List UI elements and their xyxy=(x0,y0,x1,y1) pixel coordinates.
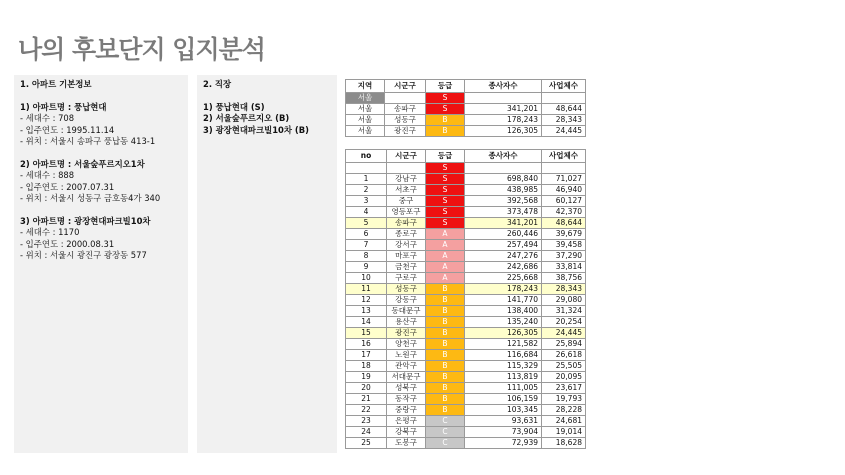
apartment-year: - 입주연도 : 1995.11.14 xyxy=(20,124,115,135)
businesses-cell: 33,814 xyxy=(542,262,586,273)
table-row xyxy=(346,126,586,137)
rank-cell: 21 xyxy=(346,394,387,405)
employees-cell: 138,400 xyxy=(465,306,542,317)
ranking-table xyxy=(345,149,586,449)
businesses-cell: 28,343 xyxy=(542,284,586,295)
employees-cell: 135,240 xyxy=(465,317,542,328)
table-cell xyxy=(385,93,426,104)
businesses-cell: 18,628 xyxy=(542,438,586,449)
rank-cell: 25 xyxy=(346,438,387,449)
district-cell: 송파구 xyxy=(387,218,426,229)
apartment-1 xyxy=(20,102,182,148)
district-cell: 강동구 xyxy=(387,295,426,306)
businesses-cell: 29,080 xyxy=(542,295,586,306)
district-cell: 은평구 xyxy=(387,416,426,427)
rank-cell: 10 xyxy=(346,273,387,284)
table-row xyxy=(346,196,586,207)
businesses-cell: 19,793 xyxy=(542,394,586,405)
grade-cell: B xyxy=(426,317,465,328)
businesses-cell: 20,254 xyxy=(542,317,586,328)
table-cell xyxy=(346,163,387,174)
grade-cell: S xyxy=(426,163,465,174)
employees-cell: 373,478 xyxy=(465,207,542,218)
table-cell xyxy=(465,93,542,104)
employees-cell: 126,305 xyxy=(465,328,542,339)
grade-cell: C xyxy=(426,438,465,449)
district-cell: 광진구 xyxy=(387,328,426,339)
employees-cell: 106,159 xyxy=(465,394,542,405)
district-cell: 종로구 xyxy=(387,229,426,240)
apartment-name: 2) 아파트명 : 서울숲푸르지오1차 xyxy=(20,158,145,169)
rank-cell: 5 xyxy=(346,218,387,229)
businesses-cell: 38,756 xyxy=(542,273,586,284)
employees-cell: 178,243 xyxy=(465,115,542,126)
table-cell xyxy=(542,163,586,174)
table-row xyxy=(346,218,586,229)
businesses-cell: 37,290 xyxy=(542,251,586,262)
district-cell: 성동구 xyxy=(387,284,426,295)
businesses-cell: 48,644 xyxy=(542,218,586,229)
table-row xyxy=(346,174,586,185)
businesses-cell: 25,894 xyxy=(542,339,586,350)
businesses-cell: 71,027 xyxy=(542,174,586,185)
grade-cell: S xyxy=(426,196,465,207)
district-cell: 금천구 xyxy=(387,262,426,273)
district-cell: 영등포구 xyxy=(387,207,426,218)
table-row xyxy=(346,251,586,262)
district-cell: 동대문구 xyxy=(387,306,426,317)
table-cell xyxy=(542,93,586,104)
grade-cell: B xyxy=(426,328,465,339)
table-row xyxy=(346,383,586,394)
grade-cell: B xyxy=(426,361,465,372)
grade-cell: B xyxy=(426,284,465,295)
apartment-households: - 세대수 : 1170 xyxy=(20,227,80,238)
rank-cell: 11 xyxy=(346,284,387,295)
grade-cell: A xyxy=(426,229,465,240)
grade-cell: A xyxy=(426,262,465,273)
district-cell: 노원구 xyxy=(387,350,426,361)
grade-cell: A xyxy=(426,251,465,262)
employees-cell: 115,329 xyxy=(465,361,542,372)
employees-cell: 247,276 xyxy=(465,251,542,262)
table-cell xyxy=(387,163,426,174)
district-cell: 광진구 xyxy=(385,126,426,137)
district-cell: 송파구 xyxy=(385,104,426,115)
district-cell: 양천구 xyxy=(387,339,426,350)
businesses-cell: 46,940 xyxy=(542,185,586,196)
region-filter-cell[interactable]: 서울 xyxy=(346,93,385,104)
rank-cell: 4 xyxy=(346,207,387,218)
rank-cell: 8 xyxy=(346,251,387,262)
grade-cell: B xyxy=(426,405,465,416)
table-row xyxy=(346,438,586,449)
summary-table-header xyxy=(346,80,586,93)
ranking-table-header xyxy=(346,150,586,163)
apartment-year: - 입주연도 : 2007.07.31 xyxy=(20,181,115,192)
apartment-info-panel xyxy=(14,75,188,453)
column-header[interactable]: 사업체수 xyxy=(542,150,586,163)
apartment-location: - 위치 : 서울시 광진구 광장동 577 xyxy=(20,250,147,261)
workplace-heading: 2. 직장 xyxy=(203,79,232,89)
grade-cell: S xyxy=(426,174,465,185)
rank-cell: 9 xyxy=(346,262,387,273)
grade-cell: C xyxy=(426,416,465,427)
employees-cell: 341,201 xyxy=(465,218,542,229)
employees-cell: 392,568 xyxy=(465,196,542,207)
table-row xyxy=(346,394,586,405)
businesses-cell: 24,681 xyxy=(542,416,586,427)
table-row xyxy=(346,317,586,328)
grade-cell: B xyxy=(426,383,465,394)
table-row xyxy=(346,207,586,218)
employees-cell: 257,494 xyxy=(465,240,542,251)
grade-cell: A xyxy=(426,273,465,284)
employees-cell: 698,840 xyxy=(465,174,542,185)
grade-cell: S xyxy=(426,218,465,229)
district-cell: 마포구 xyxy=(387,251,426,262)
apartment-name: 3) 아파트명 : 광장현대파크빌10차 xyxy=(20,215,151,226)
grade-cell: S xyxy=(426,207,465,218)
table-row xyxy=(346,405,586,416)
businesses-cell: 25,505 xyxy=(542,361,586,372)
rank-cell: 23 xyxy=(346,416,387,427)
apartment-location: - 위치 : 서울시 송파구 풍납동 413-1 xyxy=(20,136,156,147)
businesses-cell: 60,127 xyxy=(542,196,586,207)
grade-cell: B xyxy=(426,295,465,306)
grade-cell: B xyxy=(426,306,465,317)
district-cell: 동작구 xyxy=(387,394,426,405)
apartment-info-heading: 1. 아파트 기본정보 xyxy=(20,79,92,89)
column-header[interactable]: 종사자수 xyxy=(465,150,542,163)
workplace-panel xyxy=(197,75,337,453)
district-cell: 강남구 xyxy=(387,174,426,185)
table-row xyxy=(346,295,586,306)
district-cell: 강서구 xyxy=(387,240,426,251)
rank-cell: 6 xyxy=(346,229,387,240)
businesses-cell: 28,343 xyxy=(542,115,586,126)
rank-cell: 16 xyxy=(346,339,387,350)
rank-cell: 12 xyxy=(346,295,387,306)
column-header[interactable]: 시군구 xyxy=(385,80,426,93)
businesses-cell: 42,370 xyxy=(542,207,586,218)
employees-cell: 72,939 xyxy=(465,438,542,449)
businesses-cell: 39,679 xyxy=(542,229,586,240)
table-row xyxy=(346,115,586,126)
region-cell: 서울 xyxy=(346,104,385,115)
businesses-cell: 24,445 xyxy=(542,126,586,137)
table-row xyxy=(346,104,586,115)
table-row xyxy=(346,262,586,273)
businesses-cell: 31,324 xyxy=(542,306,586,317)
district-cell: 서대문구 xyxy=(387,372,426,383)
rank-cell: 20 xyxy=(346,383,387,394)
employees-cell: 121,582 xyxy=(465,339,542,350)
district-cell: 도봉구 xyxy=(387,438,426,449)
businesses-cell: 23,617 xyxy=(542,383,586,394)
district-cell: 강북구 xyxy=(387,427,426,438)
grade-cell: B xyxy=(426,372,465,383)
employees-cell: 225,668 xyxy=(465,273,542,284)
rank-cell: 22 xyxy=(346,405,387,416)
grade-cell: S xyxy=(426,104,465,115)
employees-cell: 242,686 xyxy=(465,262,542,273)
employees-cell: 113,819 xyxy=(465,372,542,383)
table-row xyxy=(346,361,586,372)
subheader-row xyxy=(346,163,586,174)
employees-cell: 111,005 xyxy=(465,383,542,394)
table-row xyxy=(346,229,586,240)
employees-cell: 126,305 xyxy=(465,126,542,137)
businesses-cell: 19,014 xyxy=(542,427,586,438)
businesses-cell: 48,644 xyxy=(542,104,586,115)
column-header[interactable]: no xyxy=(346,150,387,163)
district-cell: 성동구 xyxy=(385,115,426,126)
table-row xyxy=(346,273,586,284)
region-cell: 서울 xyxy=(346,115,385,126)
grade-cell: B xyxy=(426,339,465,350)
apartment-location: - 위치 : 서울시 성동구 금호동4가 340 xyxy=(20,193,161,204)
businesses-cell: 39,458 xyxy=(542,240,586,251)
employees-cell: 103,345 xyxy=(465,405,542,416)
district-cell: 중구 xyxy=(387,196,426,207)
businesses-cell: 24,445 xyxy=(542,328,586,339)
table-row xyxy=(346,306,586,317)
column-header[interactable]: 종사자수 xyxy=(465,80,542,93)
district-cell: 중랑구 xyxy=(387,405,426,416)
grade-cell: A xyxy=(426,240,465,251)
businesses-cell: 20,095 xyxy=(542,372,586,383)
employees-cell: 93,631 xyxy=(465,416,542,427)
district-cell: 관악구 xyxy=(387,361,426,372)
table-cell xyxy=(465,163,542,174)
rank-cell: 13 xyxy=(346,306,387,317)
table-row xyxy=(346,350,586,361)
workplace-item: 2) 서울숲푸르지오 (B) xyxy=(203,113,290,124)
rank-cell: 17 xyxy=(346,350,387,361)
rank-cell: 18 xyxy=(346,361,387,372)
district-cell: 서초구 xyxy=(387,185,426,196)
district-cell: 용산구 xyxy=(387,317,426,328)
district-cell: 성북구 xyxy=(387,383,426,394)
table-row xyxy=(346,240,586,251)
rank-cell: 14 xyxy=(346,317,387,328)
table-row xyxy=(346,372,586,383)
rank-cell: 7 xyxy=(346,240,387,251)
employees-cell: 73,904 xyxy=(465,427,542,438)
table-row xyxy=(346,185,586,196)
workplace-item: 3) 광장현대파크빌10차 (B) xyxy=(203,124,309,135)
employees-cell: 116,684 xyxy=(465,350,542,361)
region-cell: 서울 xyxy=(346,126,385,137)
table-row xyxy=(346,328,586,339)
grade-cell: C xyxy=(426,427,465,438)
table-row xyxy=(346,416,586,427)
apartment-2 xyxy=(20,159,182,205)
employees-cell: 178,243 xyxy=(465,284,542,295)
column-header[interactable]: 시군구 xyxy=(387,150,426,163)
rank-cell: 19 xyxy=(346,372,387,383)
page-title: 나의 후보단지 입지분석 xyxy=(18,35,265,64)
workplace-item: 1) 풍납현대 (S) xyxy=(203,101,265,112)
apartment-name: 1) 아파트명 : 풍납현대 xyxy=(20,101,107,112)
column-header[interactable]: 등급 xyxy=(426,150,465,163)
apartment-households: - 세대수 : 708 xyxy=(20,113,75,124)
employees-cell: 341,201 xyxy=(465,104,542,115)
grade-cell: S xyxy=(426,185,465,196)
employees-cell: 260,446 xyxy=(465,229,542,240)
rank-cell: 2 xyxy=(346,185,387,196)
table-row xyxy=(346,427,586,438)
apartment-households: - 세대수 : 888 xyxy=(20,170,75,181)
table-row xyxy=(346,284,586,295)
apartment-3 xyxy=(20,216,182,262)
column-header[interactable]: 등급 xyxy=(426,80,465,93)
grade-cell: B xyxy=(426,115,465,126)
businesses-cell: 26,618 xyxy=(542,350,586,361)
grade-cell: B xyxy=(426,126,465,137)
businesses-cell: 28,228 xyxy=(542,405,586,416)
rank-cell: 1 xyxy=(346,174,387,185)
district-cell: 구로구 xyxy=(387,273,426,284)
filter-row xyxy=(346,93,586,104)
rank-cell: 3 xyxy=(346,196,387,207)
apartment-year: - 입주연도 : 2000.08.31 xyxy=(20,238,115,249)
column-header[interactable]: 지역 xyxy=(346,80,385,93)
grade-cell: B xyxy=(426,350,465,361)
employees-cell: 141,770 xyxy=(465,295,542,306)
column-header[interactable]: 사업체수 xyxy=(542,80,586,93)
grade-filter-cell[interactable]: S xyxy=(426,93,465,104)
grade-cell: B xyxy=(426,394,465,405)
employees-cell: 438,985 xyxy=(465,185,542,196)
rank-cell: 15 xyxy=(346,328,387,339)
rank-cell: 24 xyxy=(346,427,387,438)
table-row xyxy=(346,339,586,350)
summary-table xyxy=(345,79,586,137)
